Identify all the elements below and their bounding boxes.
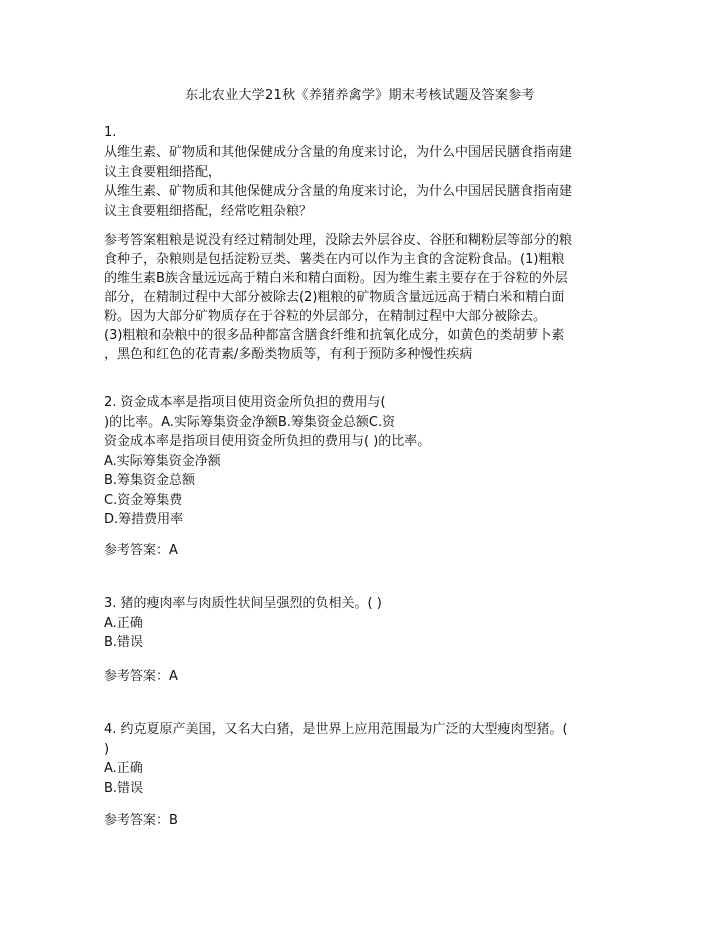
question-line: 从维生素、矿物质和其他保健成分含量的角度来讨论，为什么中国居民膳食指南建 xyxy=(104,145,573,160)
answer-line: (3)粗粮和杂粮中的很多品种都富含膳食纤维和抗氧化成分，如黄色的类胡萝卜素 xyxy=(104,328,565,343)
question-1-answer xyxy=(104,231,624,364)
question-4-answer: 参考答案：B xyxy=(104,813,178,828)
answer-line: 参考答案粗粮是说没有经过精制处理，没除去外层谷皮、谷胚和糊粉层等部分的粮 xyxy=(104,233,573,248)
option-a: A.实际筹集资金净额 xyxy=(104,453,221,469)
question-line: )的比率。A.实际筹集资金净额B.筹集资金总额C.资 xyxy=(104,414,396,430)
option-c: C.资金筹集费 xyxy=(104,492,183,508)
answer-line: 粉。因为大部分矿物质存在于谷粒的外层部分，在精制过程中大部分被除去。 xyxy=(104,309,547,324)
question-1-number: 1. xyxy=(104,125,117,140)
question-line: ) xyxy=(104,741,110,757)
question-line: 4. 约克夏原产美国，又名大白猪，是世界上应用范围最为广泛的大型瘦肉型猪。( xyxy=(104,722,568,737)
option-a: A.正确 xyxy=(104,615,143,631)
question-2-answer: 参考答案：A xyxy=(104,543,178,558)
answer-line: ，黑色和红色的花青素/多酚类物质等，有利于预防多种慢性疾病 xyxy=(104,347,473,362)
question-line: 议主食要粗细搭配， xyxy=(104,164,222,180)
option-b: B.错误 xyxy=(104,780,144,796)
answer-line: 的维生素B族含量远远高于精白米和精白面粉。因为维生素主要存在于谷粒的外层 xyxy=(104,271,568,286)
question-3 xyxy=(104,594,624,653)
question-line: 3. 猪的瘦肉率与肉质性状间呈强烈的负相关。( ) xyxy=(104,596,382,611)
question-3-answer: 参考答案：A xyxy=(104,669,178,684)
question-4 xyxy=(104,720,624,798)
option-a: A.正确 xyxy=(104,761,143,776)
option-b: B.筹集资金总额 xyxy=(104,473,196,488)
question-2 xyxy=(104,393,624,530)
option-b: B.错误 xyxy=(104,635,144,650)
question-line: 从维生素、矿物质和其他保健成分含量的角度来讨论，为什么中国居民膳食指南建 xyxy=(104,184,573,199)
question-1-text xyxy=(104,143,624,221)
question-line: 议主食要粗细搭配，经常吃粗杂粮？ xyxy=(104,203,313,219)
option-d: D.筹措费用率 xyxy=(104,512,184,527)
document-title: 东北农业大学21秋《养猪养禽学》期末考核试题及答案参考 xyxy=(185,88,535,103)
answer-line: 食种子，杂粮则是包括淀粉豆类、薯类在内可以作为主食的含淀粉食品。(1)粗粮 xyxy=(104,252,565,267)
question-line: 资金成本率是指项目使用资金所负担的费用与( )的比率。 xyxy=(104,434,431,449)
answer-line: 部分，在精制过程中大部分被除去(2)粗粮的矿物质含量远远高于精白米和精白面 xyxy=(104,290,565,305)
question-line: 2. 资金成本率是指项目使用资金所负担的费用与( xyxy=(104,395,386,410)
